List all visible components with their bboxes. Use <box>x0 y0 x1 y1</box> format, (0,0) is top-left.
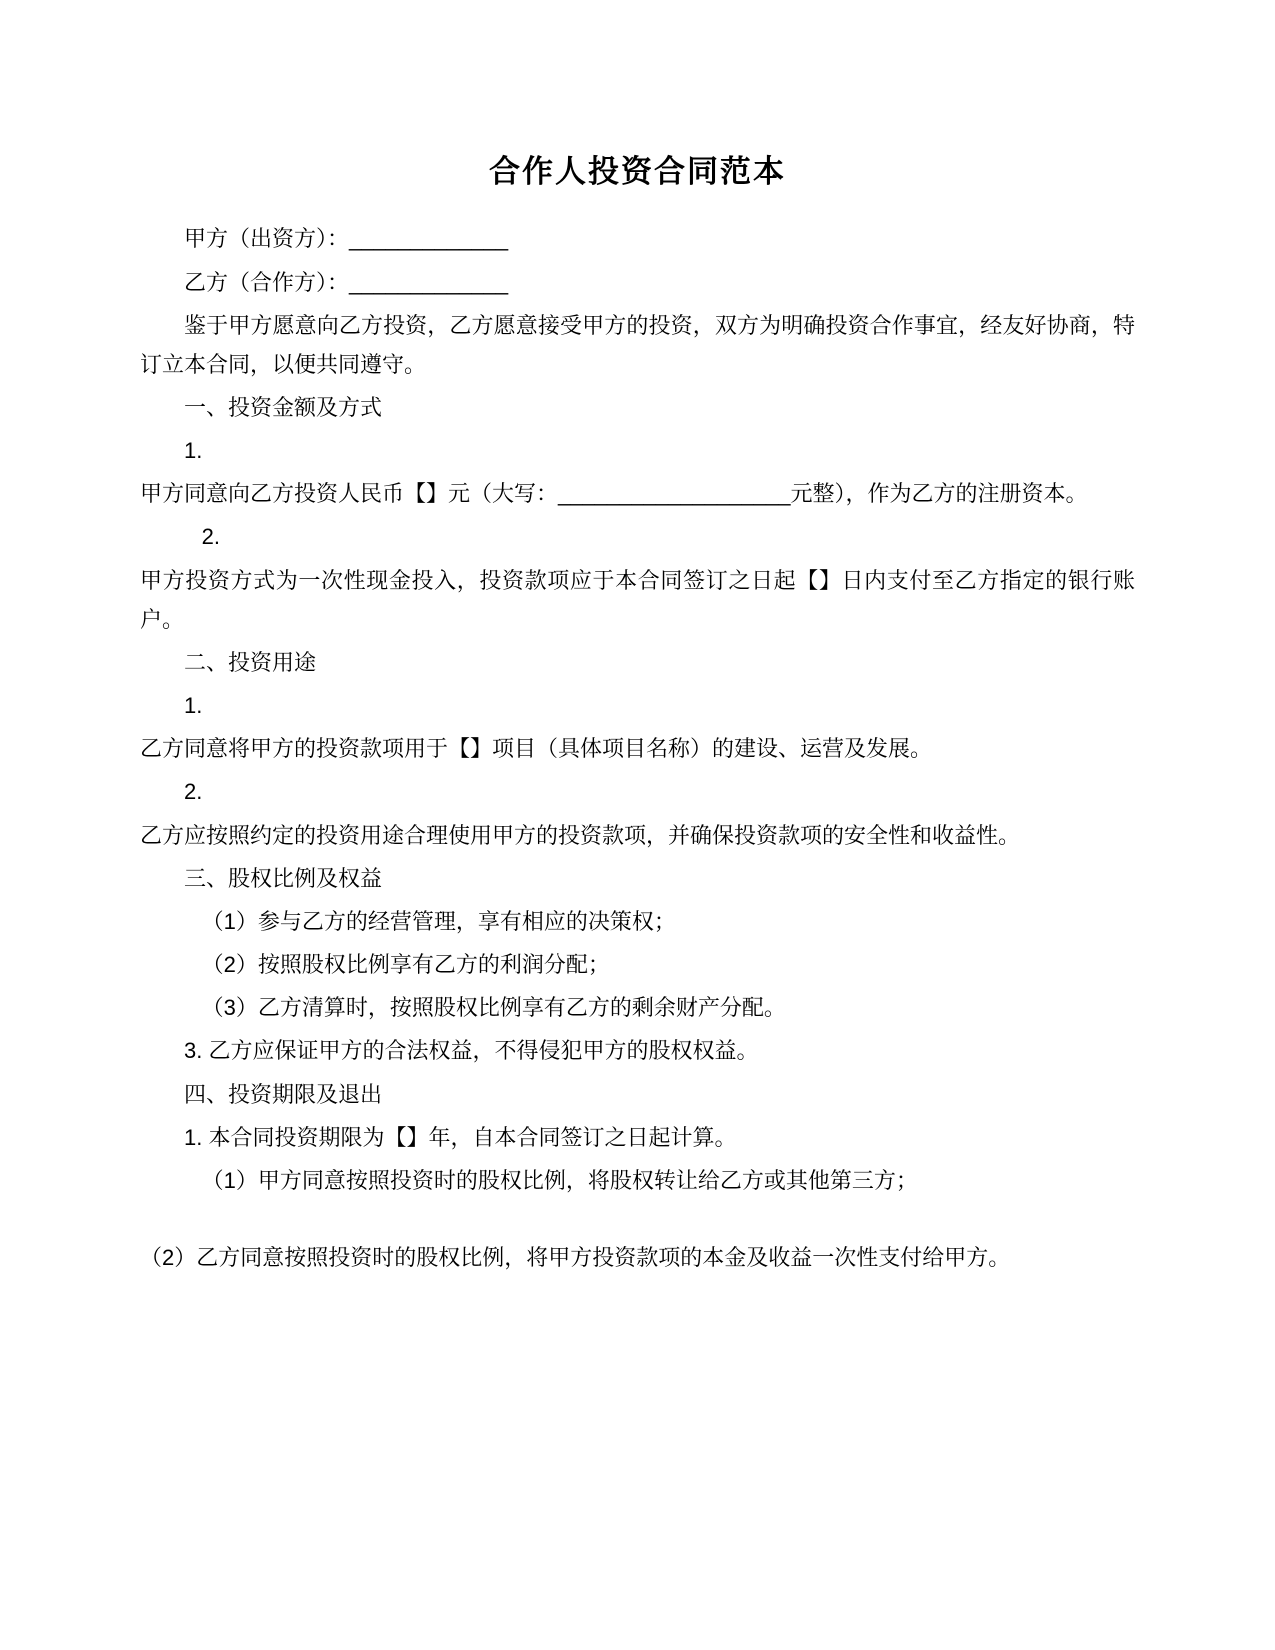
paragraph-party-b: 乙方（合作方）：_____________ <box>184 269 509 295</box>
heading-section-1: 一、投资金额及方式 <box>184 395 383 421</box>
paragraph-spacer <box>140 1204 1135 1238</box>
paragraph-3-3: （3）乙方清算时，按照股权比例享有乙方的剩余财产分配。 <box>201 995 786 1021</box>
heading-section-3: 三、股权比例及权益 <box>184 865 383 891</box>
heading-section-2: 二、投资用途 <box>184 649 317 675</box>
list-number-1-1: 1. <box>184 438 203 464</box>
list-number-2-2: 2. <box>184 779 203 805</box>
list-number-1-2: 2. <box>201 524 220 550</box>
heading-section-4: 四、投资期限及退出 <box>184 1081 383 1107</box>
list-number-2-1: 1. <box>184 693 203 719</box>
paragraph-1-2: 甲方投资方式为一次性现金投入，投资款项应于本合同签订之日起【】日内支付至乙方指定的银行账户。 <box>140 567 1135 632</box>
paragraph-2-2: 乙方应按照约定的投资用途合理使用甲方的投资款项，并确保投资款项的安全性和收益性。 <box>140 822 1021 848</box>
paragraph-party-a: 甲方（出资方）：_____________ <box>184 226 509 252</box>
paragraph-2-1: 乙方同意将甲方的投资款项用于【】项目（具体项目名称）的建设、运营及发展。 <box>140 736 933 762</box>
paragraph-4-1-1: （1）甲方同意按照投资时的股权比例，将股权转让给乙方或其他第三方； <box>201 1167 918 1193</box>
paragraph-3-4: 3. 乙方应保证甲方的合法权益，不得侵犯甲方的股权权益。 <box>184 1038 759 1064</box>
page-title: 合作人投资合同范本 <box>489 154 786 189</box>
paragraph-4-1-2: （2）乙方同意按照投资时的股权比例，将甲方投资款项的本金及收益一次性支付给甲方。 <box>140 1244 1011 1270</box>
paragraph-3-1: （1）参与乙方的经营管理，享有相应的决策权； <box>201 908 676 934</box>
paragraph-preamble: 鉴于甲方愿意向乙方投资，乙方愿意接受甲方的投资，双方为明确投资合作事宜，经友好协商，特订立本合同，以便共同遵守。 <box>140 312 1135 377</box>
paragraph-1-1: 甲方同意向乙方投资人民币【】元（大写：___________________元整），作为乙方的注册资本。 <box>140 481 1088 507</box>
paragraph-4-1: 1. 本合同投资期限为【】年，自本合同签订之日起计算。 <box>184 1124 737 1150</box>
paragraph-3-2: （2）按照股权比例享有乙方的利润分配； <box>201 952 610 978</box>
